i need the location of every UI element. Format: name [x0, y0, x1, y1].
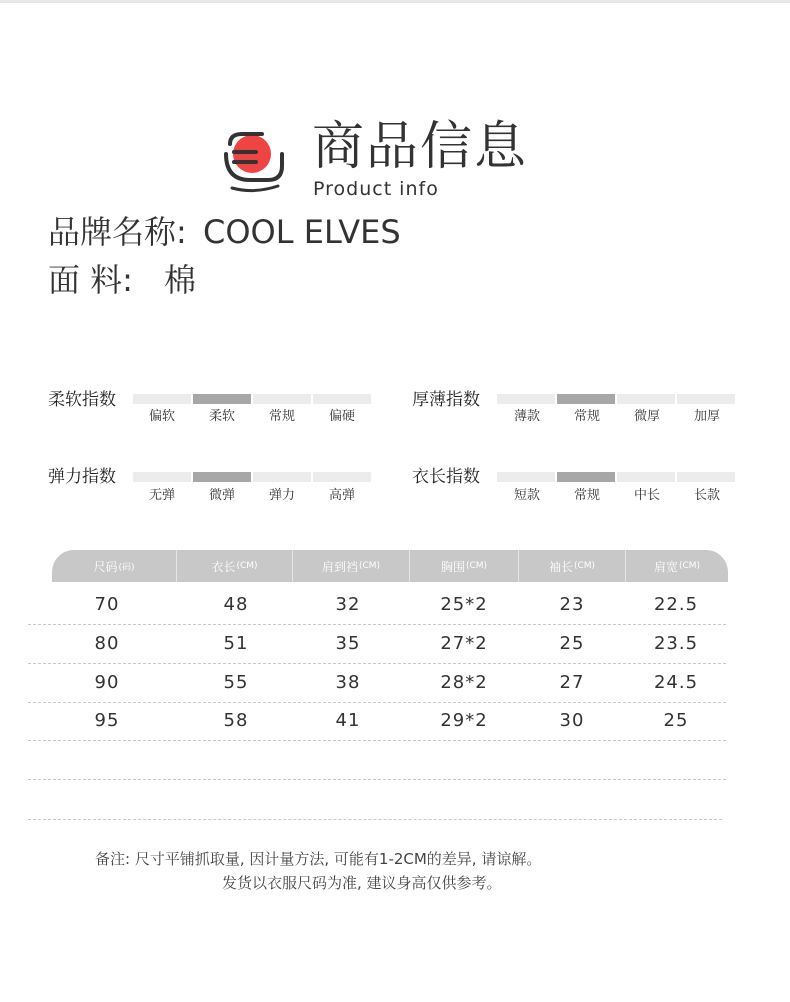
index-label-elasticity: 弹力指数	[48, 467, 116, 487]
table-cell: 23.5	[653, 633, 699, 654]
column-header-shoulder-crotch	[293, 550, 410, 582]
brand-value: COOL ELVES	[203, 213, 401, 251]
index-bar-selected	[193, 394, 251, 404]
index-bar	[617, 472, 675, 482]
table-cell: 51	[223, 633, 249, 654]
index-label-thickness: 厚薄指数	[412, 390, 480, 410]
table-cell: 25	[663, 710, 689, 731]
table-cell: 30	[559, 710, 585, 731]
table-cell: 58	[223, 710, 249, 731]
index-option: 常规	[268, 409, 295, 424]
index-bar-selected	[193, 472, 251, 482]
table-cell: 41	[335, 710, 361, 731]
page-subtitle: Product info	[313, 178, 439, 200]
table-cell: 90	[94, 672, 120, 693]
table-cell: 55	[223, 672, 249, 693]
column-header-label: 胸围	[440, 559, 465, 574]
table-cell: 48	[223, 594, 249, 615]
index-option: 短款	[513, 488, 540, 503]
table-cell: 29*2	[440, 710, 488, 731]
table-cell: 27	[559, 672, 585, 693]
index-bar-selected	[557, 472, 615, 482]
table-cell: 23	[559, 594, 585, 615]
table-row	[28, 624, 726, 664]
brand-label: 品牌名称:	[48, 213, 187, 251]
table-row	[28, 585, 726, 625]
table-row	[28, 701, 726, 741]
table-cell: 38	[335, 672, 361, 693]
column-header-length	[177, 550, 293, 582]
column-header-unit: (CM)	[236, 561, 258, 571]
index-bar-selected	[557, 394, 615, 404]
index-bar	[313, 394, 371, 404]
column-header-shoulder-width	[626, 550, 728, 582]
index-bar	[497, 472, 555, 482]
table-cell: 95	[94, 710, 120, 731]
index-option: 柔软	[208, 409, 235, 424]
table-cell: 22.5	[653, 594, 699, 615]
material-row	[48, 259, 197, 301]
index-bar	[133, 394, 191, 404]
column-header-label: 衣长	[211, 559, 236, 574]
index-option: 常规	[573, 488, 600, 503]
index-bar	[677, 472, 735, 482]
index-option: 常规	[573, 409, 600, 424]
table-divider	[28, 819, 722, 820]
index-option: 长款	[693, 488, 720, 503]
info-badge-icon	[218, 128, 290, 196]
index-bars-elasticity	[133, 472, 371, 482]
table-cell: 28*2	[440, 672, 488, 693]
column-header-unit: (CM)	[573, 561, 596, 571]
column-header-size	[52, 550, 177, 582]
index-option: 微厚	[633, 409, 660, 424]
index-bar	[497, 394, 555, 404]
column-header-label: 尺码	[93, 559, 118, 574]
column-header-unit: (CM)	[465, 561, 488, 571]
index-options-thickness	[497, 408, 737, 426]
table-cell: 35	[335, 633, 361, 654]
index-bars-thickness	[497, 394, 735, 404]
index-label-softness: 柔软指数	[48, 390, 116, 410]
index-bar	[253, 394, 311, 404]
table-row	[28, 663, 726, 703]
table-cell: 25*2	[440, 594, 488, 615]
column-header-chest	[410, 550, 519, 582]
note-line-2: 发货以衣服尺码为准, 建议身高仅供参考。	[222, 874, 502, 892]
column-header-sleeve	[519, 550, 626, 582]
index-option: 中长	[633, 488, 660, 503]
table-cell: 80	[94, 633, 120, 654]
top-divider	[0, 0, 790, 3]
index-option: 加厚	[693, 409, 720, 424]
index-option: 微弹	[208, 488, 235, 503]
index-option: 偏软	[148, 409, 175, 424]
index-bar	[617, 394, 675, 404]
table-cell: 27*2	[440, 633, 488, 654]
size-table-header	[52, 550, 728, 582]
table-cell: 24.5	[653, 672, 699, 693]
index-options-softness	[132, 408, 372, 426]
column-header-unit: (CM)	[358, 561, 381, 571]
column-header-unit: (码)	[118, 562, 135, 573]
index-options-elasticity	[132, 487, 372, 505]
table-cell: 32	[335, 594, 361, 615]
index-option: 偏硬	[328, 409, 355, 424]
page-title: 商品信息	[312, 117, 529, 177]
material-label: 面 料:	[48, 261, 133, 299]
index-bars-softness	[133, 394, 371, 404]
index-bar	[133, 472, 191, 482]
index-options-length	[497, 487, 737, 505]
index-option: 无弹	[148, 488, 175, 503]
index-bar	[677, 394, 735, 404]
index-bar	[313, 472, 371, 482]
column-header-label: 肩宽	[653, 559, 678, 574]
index-option: 弹力	[268, 488, 295, 503]
material-value: 棉	[164, 261, 197, 299]
table-divider	[28, 779, 726, 780]
note-line-1: 备注: 尺寸平铺抓取量, 因计量方法, 可能有1-2CM的差异, 请谅解。	[95, 850, 542, 868]
index-label-length: 衣长指数	[412, 467, 480, 487]
index-bars-length	[497, 472, 735, 482]
column-header-label: 肩到裆	[321, 559, 358, 574]
column-header-unit: (CM)	[678, 561, 701, 571]
column-header-label: 袖长	[548, 559, 573, 574]
table-cell: 25	[559, 633, 585, 654]
table-cell: 70	[94, 594, 120, 615]
index-bar	[253, 472, 311, 482]
brand-row	[48, 211, 401, 253]
index-option: 高弹	[328, 488, 355, 503]
index-option: 薄款	[513, 409, 540, 424]
